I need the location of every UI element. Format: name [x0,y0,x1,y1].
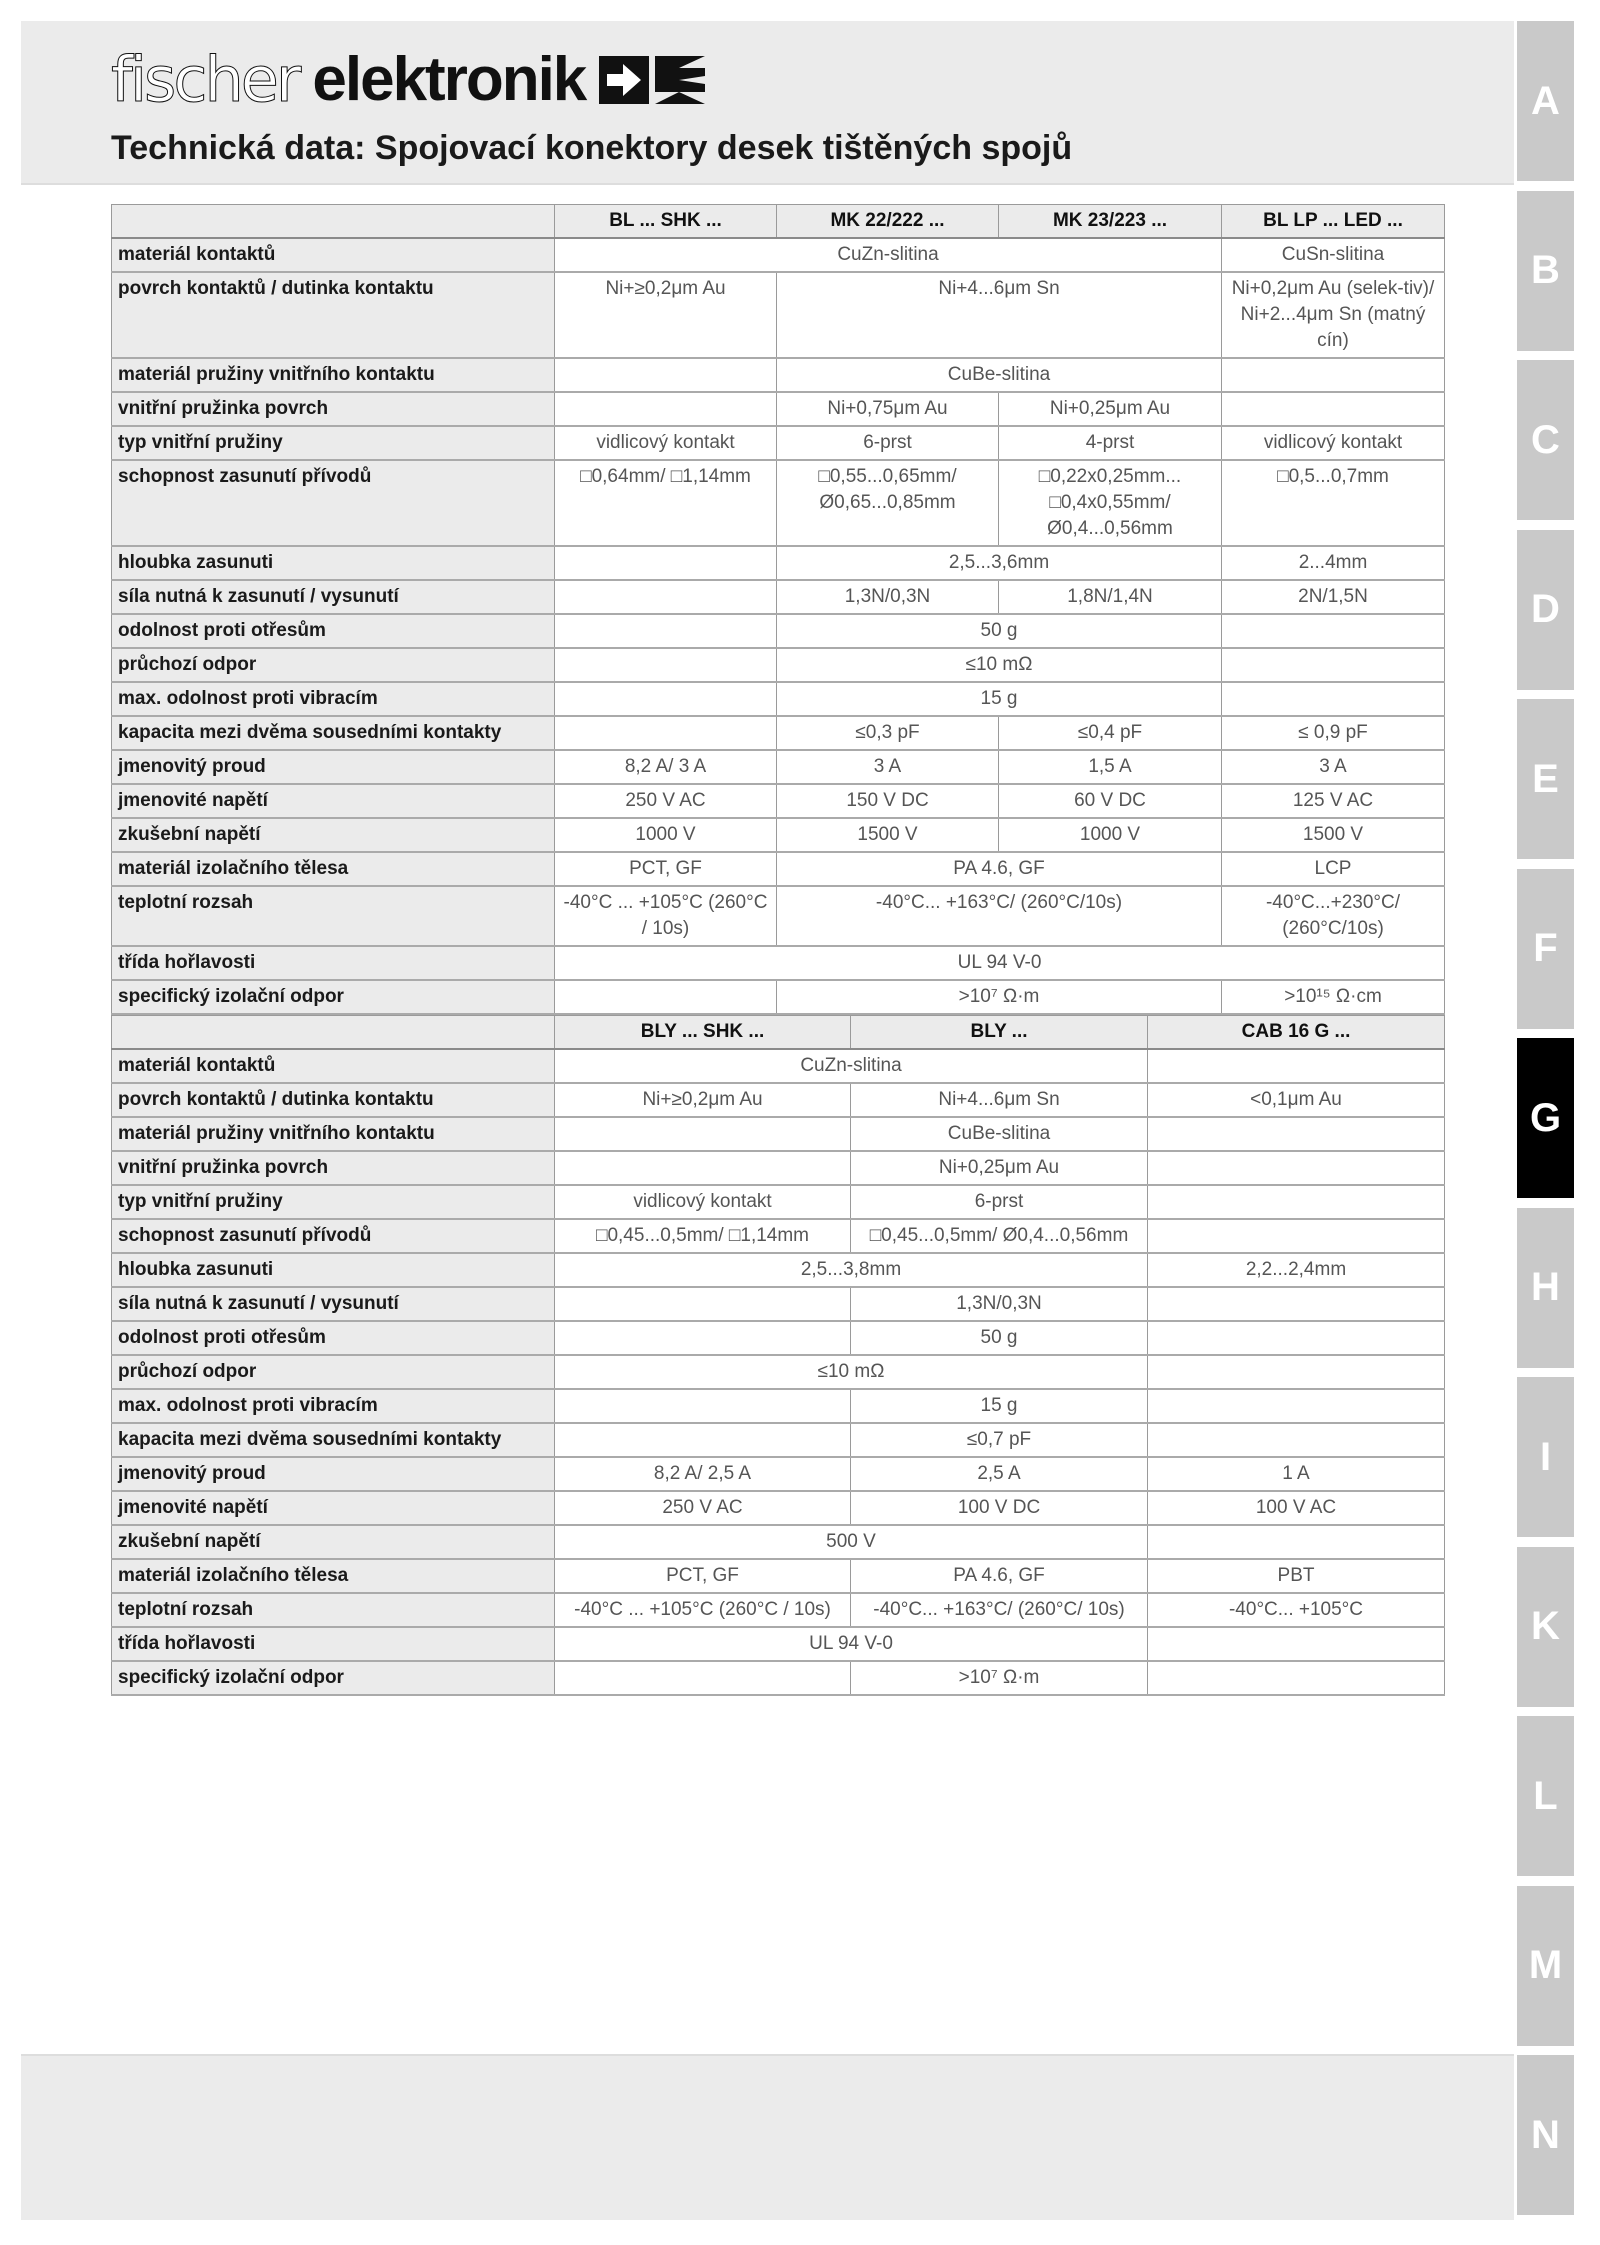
table-cell: ≤10 mΩ [555,1355,1148,1389]
table-cell: ≤ 0,9 pF [1222,716,1445,750]
row-label: jmenovitý proud [112,750,555,784]
table-cell: PA 4.6, GF [777,852,1222,886]
row-label: typ vnitřní pružiny [112,426,555,460]
table-cell [1222,682,1445,716]
table-row [112,818,1445,852]
table-cell: ≤0,4 pF [999,716,1222,750]
row-label: zkušební napětí [112,1525,555,1559]
table-cell [1148,1049,1445,1083]
spec-tables [111,204,1444,1696]
footer-band [21,2054,1514,2220]
table-cell: >10⁷ Ω·m [851,1661,1148,1695]
table-row [112,546,1445,580]
table-cell: 1,3N/0,3N [777,580,999,614]
table-cell: ≤10 mΩ [777,648,1222,682]
table-cell: -40°C ... +105°C (260°C / 10s) [555,1593,851,1627]
table-cell [555,1287,851,1321]
table-cell: >10¹⁵ Ω·cm [1222,980,1445,1014]
table-cell: Ni+4...6μm Sn [851,1083,1148,1117]
table-cell: <0,1μm Au [1148,1083,1445,1117]
table-cell: PCT, GF [555,852,777,886]
table-cell: 6-prst [851,1185,1148,1219]
table-cell [555,682,777,716]
table-cell: 1500 V [777,818,999,852]
table-cell: Ni+0,25μm Au [851,1151,1148,1185]
row-label: max. odolnost proti vibracím [112,682,555,716]
table-cell: 15 g [777,682,1222,716]
table-row [112,1627,1445,1661]
table-row [112,1389,1445,1423]
table-cell: 15 g [851,1389,1148,1423]
row-label: síla nutná k zasunutí / vysunutí [112,580,555,614]
table-cell: CuZn-slitina [555,238,1222,272]
table-row [112,1185,1445,1219]
table-cell: vidlicový kontakt [555,1185,851,1219]
table-cell: □0,22x0,25mm... □0,4x0,55mm/ Ø0,4...0,56mm [999,460,1222,546]
table-cell: >10⁷ Ω·m [777,980,1222,1014]
table-row [112,1287,1445,1321]
table-row [112,272,1445,358]
fischer-elektronik-logo: fischer elektronik [111,43,709,116]
table-cell [1148,1423,1445,1457]
table-cell: 150 V DC [777,784,999,818]
tab-l[interactable]: L [1517,1716,1574,1876]
row-label: třída hořlavosti [112,946,555,980]
table-cell [555,392,777,426]
row-label: specifický izolační odpor [112,980,555,1014]
table-cell: ≤0,3 pF [777,716,999,750]
table-header-row [112,1016,1445,1050]
table-row [112,648,1445,682]
table-cell: 2,5...3,8mm [555,1253,1148,1287]
table-cell: 3 A [777,750,999,784]
table-cell [1148,1185,1445,1219]
table-cell [555,546,777,580]
table-row [112,886,1445,946]
row-label: materiál kontaktů [112,1049,555,1083]
table-row [112,238,1445,272]
table-cell [1148,1219,1445,1253]
table-cell [1148,1389,1445,1423]
row-label: síla nutná k zasunutí / vysunutí [112,1287,555,1321]
table-row [112,1559,1445,1593]
column-header-blank [112,1016,555,1050]
table-cell [1222,358,1445,392]
row-label: povrch kontaktů / dutinka kontaktu [112,272,555,358]
row-label: odolnost proti otřesům [112,1321,555,1355]
tab-a[interactable]: A [1517,21,1574,181]
table-row [112,614,1445,648]
table-cell: 4-prst [999,426,1222,460]
table-row [112,946,1445,980]
header-band [21,21,1514,185]
table-cell: -40°C... +163°C/ (260°C/10s) [777,886,1222,946]
table-row [112,1593,1445,1627]
table-cell: 1,8N/1,4N [999,580,1222,614]
table-row [112,358,1445,392]
row-label: schopnost zasunutí přívodů [112,460,555,546]
table-row [112,1219,1445,1253]
page-title: Technická data: Spojovací konektory desek tištěných spojů [111,129,1073,167]
table-cell [555,1389,851,1423]
table-row [112,460,1445,546]
table-cell: PBT [1148,1559,1445,1593]
table-row [112,750,1445,784]
table-cell [1148,1151,1445,1185]
row-label: materiál kontaktů [112,238,555,272]
table-cell: 2,2...2,4mm [1148,1253,1445,1287]
table-cell: 1500 V [1222,818,1445,852]
table-cell: CuBe-slitina [851,1117,1148,1151]
table-cell: ≤0,7 pF [851,1423,1148,1457]
table-cell: 2...4mm [1222,546,1445,580]
row-label: odolnost proti otřesům [112,614,555,648]
column-header: BL LP ... LED ... [1222,205,1445,239]
table-cell: 8,2 A/ 2,5 A [555,1457,851,1491]
row-label: materiál izolačního tělesa [112,1559,555,1593]
table-cell: 250 V AC [555,1491,851,1525]
table-row [112,1525,1445,1559]
row-label: jmenovité napětí [112,784,555,818]
table-header-row [112,205,1445,239]
table-cell: Ni+≥0,2μm Au [555,272,777,358]
table-cell [555,1321,851,1355]
table-cell: 50 g [777,614,1222,648]
table-row [112,784,1445,818]
table-cell [1148,1627,1445,1661]
table-cell: 2,5 A [851,1457,1148,1491]
table-cell [555,648,777,682]
table-cell: -40°C... +105°C [1148,1593,1445,1627]
table-cell: Ni+0,2μm Au (selek-tiv)/ Ni+2...4μm Sn (matný cín) [1222,272,1445,358]
table-row [112,1423,1445,1457]
row-label: průchozí odpor [112,648,555,682]
table-cell: 100 V DC [851,1491,1148,1525]
table-cell: UL 94 V-0 [555,946,1445,980]
tab-e[interactable]: E [1517,699,1574,859]
table-cell: -40°C ... +105°C (260°C / 10s) [555,886,777,946]
table-cell: CuSn-slitina [1222,238,1445,272]
table-cell [1148,1661,1445,1695]
table-row [112,426,1445,460]
table-cell [1222,648,1445,682]
row-label: průchozí odpor [112,1355,555,1389]
row-label: kapacita mezi dvěma sousedními kontakty [112,1423,555,1457]
table-row [112,580,1445,614]
table-cell: Ni+0,25μm Au [999,392,1222,426]
table-row [112,1457,1445,1491]
tab-g[interactable]: G [1517,1038,1574,1198]
tab-c[interactable]: C [1517,360,1574,520]
table-cell: 500 V [555,1525,1148,1559]
table-cell: UL 94 V-0 [555,1627,1148,1661]
table-cell: 50 g [851,1321,1148,1355]
table-row [112,716,1445,750]
row-label: zkušební napětí [112,818,555,852]
table-cell: 1,3N/0,3N [851,1287,1148,1321]
table-row [112,1151,1445,1185]
table-cell [1148,1321,1445,1355]
table-cell: 60 V DC [999,784,1222,818]
column-header: BLY ... SHK ... [555,1016,851,1050]
table-cell [555,980,777,1014]
row-label: jmenovitý proud [112,1457,555,1491]
table-cell: 2,5...3,6mm [777,546,1222,580]
row-label: vnitřní pružinka povrch [112,1151,555,1185]
row-label: kapacita mezi dvěma sousedními kontakty [112,716,555,750]
table-cell: 2N/1,5N [1222,580,1445,614]
table-cell: □0,5...0,7mm [1222,460,1445,546]
spec-table-2 [111,1015,1445,1696]
row-label: typ vnitřní pružiny [112,1185,555,1219]
table-cell: 1 A [1148,1457,1445,1491]
column-header: CAB 16 G ... [1148,1016,1445,1050]
table-cell: □0,64mm/ □1,14mm [555,460,777,546]
row-label: materiál pružiny vnitřního kontaktu [112,1117,555,1151]
row-label: vnitřní pružinka povrch [112,392,555,426]
table-row [112,1117,1445,1151]
table-cell: 1,5 A [999,750,1222,784]
table-cell: 125 V AC [1222,784,1445,818]
row-label: specifický izolační odpor [112,1661,555,1695]
column-header: MK 22/222 ... [777,205,999,239]
table-cell: CuZn-slitina [555,1049,1148,1083]
table-row [112,1253,1445,1287]
table-cell: CuBe-slitina [777,358,1222,392]
table-cell: □0,55...0,65mm/ Ø0,65...0,85mm [777,460,999,546]
row-label: materiál pružiny vnitřního kontaktu [112,358,555,392]
row-label: třída hořlavosti [112,1627,555,1661]
table-cell: 8,2 A/ 3 A [555,750,777,784]
table-cell: vidlicový kontakt [1222,426,1445,460]
table-cell [1148,1117,1445,1151]
table-cell: PA 4.6, GF [851,1559,1148,1593]
table-cell [555,358,777,392]
logo-arrow-icon [599,52,709,108]
table-cell: 250 V AC [555,784,777,818]
table-cell [555,716,777,750]
table-cell [1148,1525,1445,1559]
table-cell: LCP [1222,852,1445,886]
column-header-blank [112,205,555,239]
table-cell: □0,45...0,5mm/ □1,14mm [555,1219,851,1253]
tab-b[interactable]: B [1517,191,1574,351]
table-cell: 1000 V [555,818,777,852]
table-cell: Ni+4...6μm Sn [777,272,1222,358]
table-row [112,682,1445,716]
table-cell: 3 A [1222,750,1445,784]
table-cell: Ni+≥0,2μm Au [555,1083,851,1117]
row-label: materiál izolačního tělesa [112,852,555,886]
table-row [112,1049,1445,1083]
table-cell [1148,1355,1445,1389]
tab-d[interactable]: D [1517,530,1574,690]
tab-n[interactable]: N [1517,2055,1574,2215]
tab-k[interactable]: K [1517,1547,1574,1707]
table-row [112,1491,1445,1525]
table-cell: -40°C...+230°C/ (260°C/10s) [1222,886,1445,946]
row-label: teplotní rozsah [112,886,555,946]
table-cell [555,614,777,648]
tab-f[interactable]: F [1517,869,1574,1029]
table-cell [1148,1287,1445,1321]
row-label: jmenovité napětí [112,1491,555,1525]
row-label: teplotní rozsah [112,1593,555,1627]
table-row [112,392,1445,426]
row-label: hloubka zasunuti [112,546,555,580]
table-cell: -40°C... +163°C/ (260°C/ 10s) [851,1593,1148,1627]
column-header: BL ... SHK ... [555,205,777,239]
table-cell: Ni+0,75μm Au [777,392,999,426]
table-cell [555,1661,851,1695]
tab-i[interactable]: I [1517,1377,1574,1537]
spec-table-1 [111,204,1445,1015]
row-label: povrch kontaktů / dutinka kontaktu [112,1083,555,1117]
table-cell: 6-prst [777,426,999,460]
table-row [112,1321,1445,1355]
table-row [112,1355,1445,1389]
table-cell: □0,45...0,5mm/ Ø0,4...0,56mm [851,1219,1148,1253]
table-row [112,1083,1445,1117]
row-label: hloubka zasunuti [112,1253,555,1287]
row-label: schopnost zasunutí přívodů [112,1219,555,1253]
table-row [112,980,1445,1014]
tab-m[interactable]: M [1517,1886,1574,2046]
table-row [112,1661,1445,1695]
row-label: max. odolnost proti vibracím [112,1389,555,1423]
table-cell [1222,392,1445,426]
table-cell: 1000 V [999,818,1222,852]
column-header: MK 23/223 ... [999,205,1222,239]
table-cell: 100 V AC [1148,1491,1445,1525]
table-row [112,852,1445,886]
table-cell [555,1423,851,1457]
table-cell: vidlicový kontakt [555,426,777,460]
table-cell: PCT, GF [555,1559,851,1593]
table-cell [555,1117,851,1151]
table-cell [555,1151,851,1185]
table-cell [1222,614,1445,648]
tab-h[interactable]: H [1517,1208,1574,1368]
column-header: BLY ... [851,1016,1148,1050]
table-cell [555,580,777,614]
